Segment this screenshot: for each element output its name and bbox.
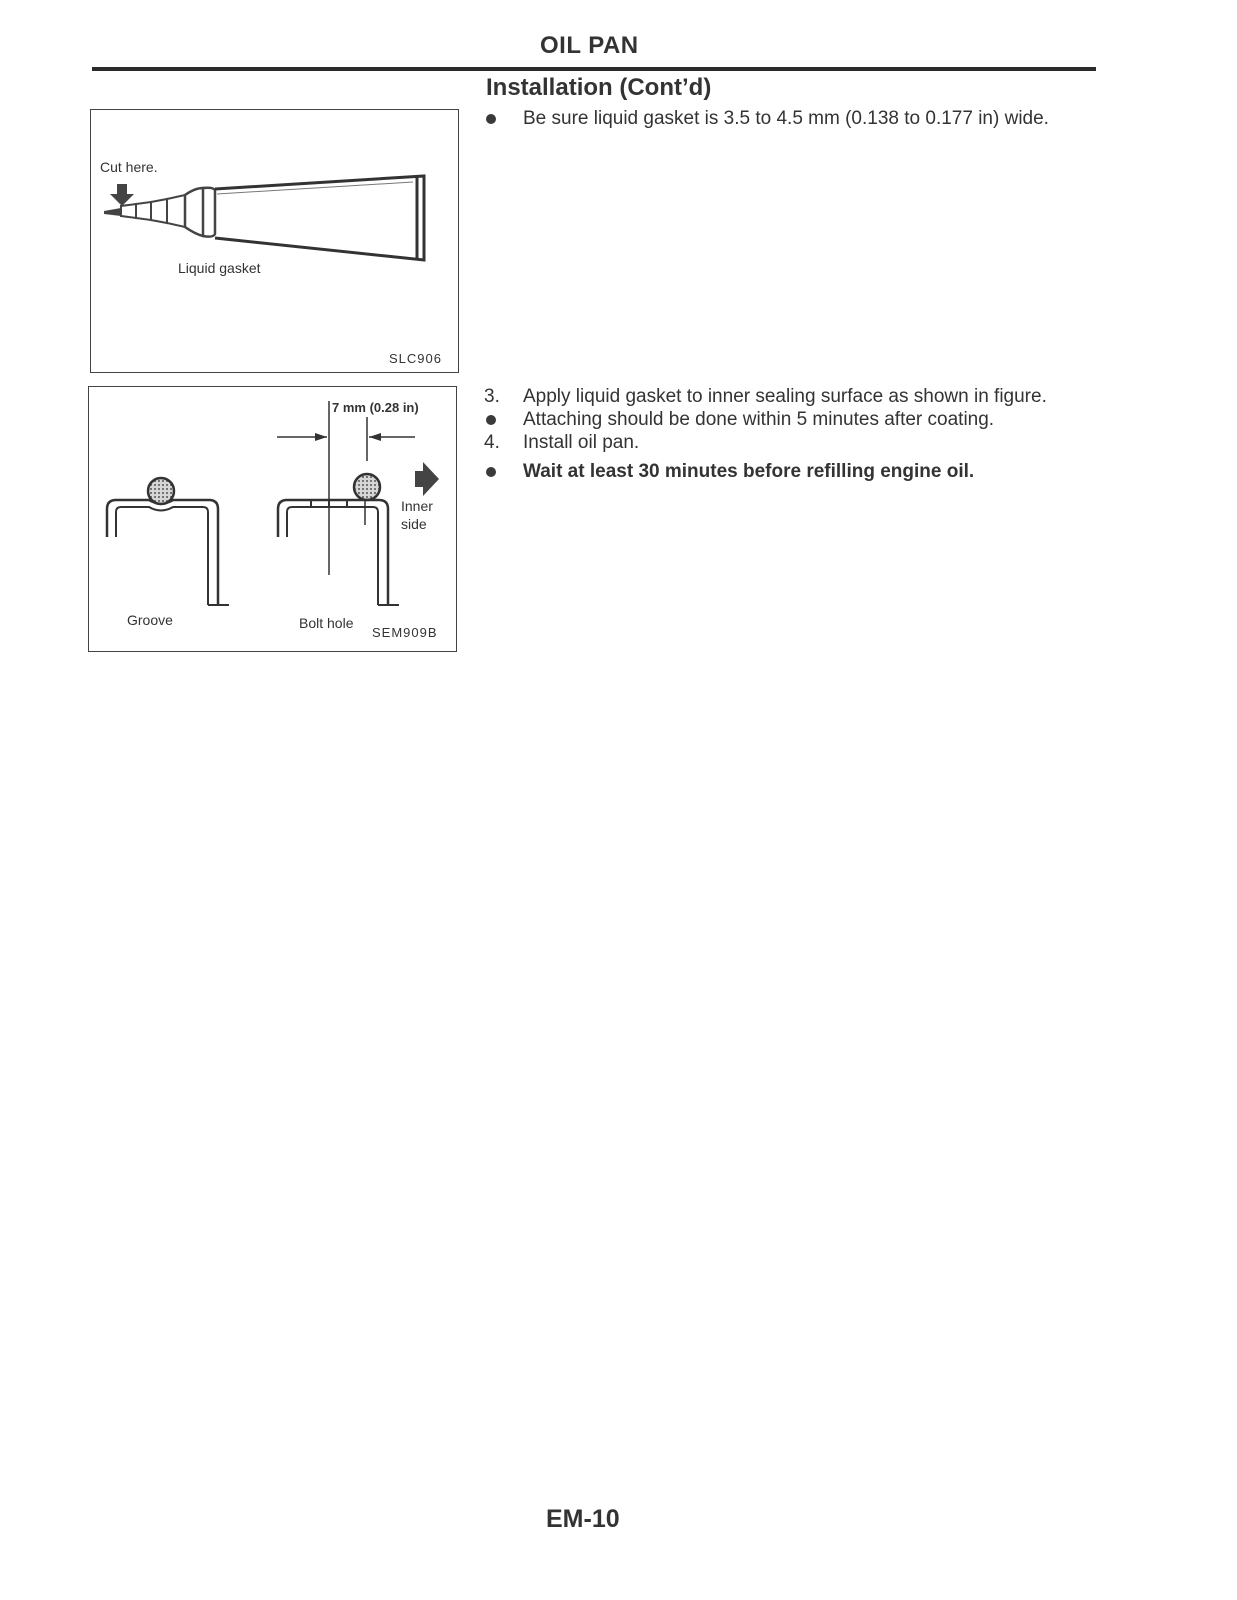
list-item [484, 408, 1096, 431]
text-block-1 [484, 107, 1096, 130]
list-item-text: Install oil pan. [523, 432, 640, 453]
step-number: 3. [484, 386, 500, 407]
list-item-text: Wait at least 30 minutes before refilling engine oil. [523, 461, 975, 482]
figure-gasket-application [88, 386, 457, 652]
list-item [484, 385, 1096, 408]
header-rule [92, 67, 1096, 71]
gasket-bead-groove [148, 478, 174, 504]
inner-side-label-line2: side [401, 516, 427, 532]
list-item [484, 460, 1096, 483]
page-number: EM-10 [546, 1505, 620, 1533]
page-header-title: OIL PAN [540, 32, 639, 59]
bullet-icon [484, 460, 496, 483]
text-block-2 [484, 385, 1096, 483]
liquid-gasket-label: Liquid gasket [178, 260, 261, 276]
bolt-hole-label: Bolt hole [299, 615, 354, 631]
cut-arrow-icon [110, 184, 134, 206]
list-item-text: Apply liquid gasket to inner sealing surface as shown in figure. [523, 386, 1047, 407]
dimension-label: 7 mm (0.28 in) [332, 400, 419, 415]
inner-side-label-line1: Inner [401, 498, 433, 514]
figure-code: SLC906 [389, 351, 442, 366]
figure-code: SEM909B [372, 625, 438, 640]
figure-liquid-gasket-tube [90, 109, 459, 373]
list-item [484, 431, 1096, 454]
list-item-text: Attaching should be done within 5 minutes after coating. [523, 409, 995, 430]
list-item [484, 107, 1096, 130]
step-number: 4. [484, 432, 500, 453]
bullet-icon [484, 408, 496, 431]
cut-here-label: Cut here. [100, 159, 158, 175]
bullet-icon [484, 107, 496, 130]
gasket-bead-bolt-hole [354, 474, 380, 500]
list-item-text: Be sure liquid gasket is 3.5 to 4.5 mm (0.138 to 0.177 in) wide. [523, 108, 1049, 129]
section-title: Installation (Cont’d) [486, 74, 712, 101]
inner-side-arrow-icon [415, 462, 439, 496]
groove-label: Groove [127, 612, 173, 628]
tube-illustration [91, 110, 458, 372]
